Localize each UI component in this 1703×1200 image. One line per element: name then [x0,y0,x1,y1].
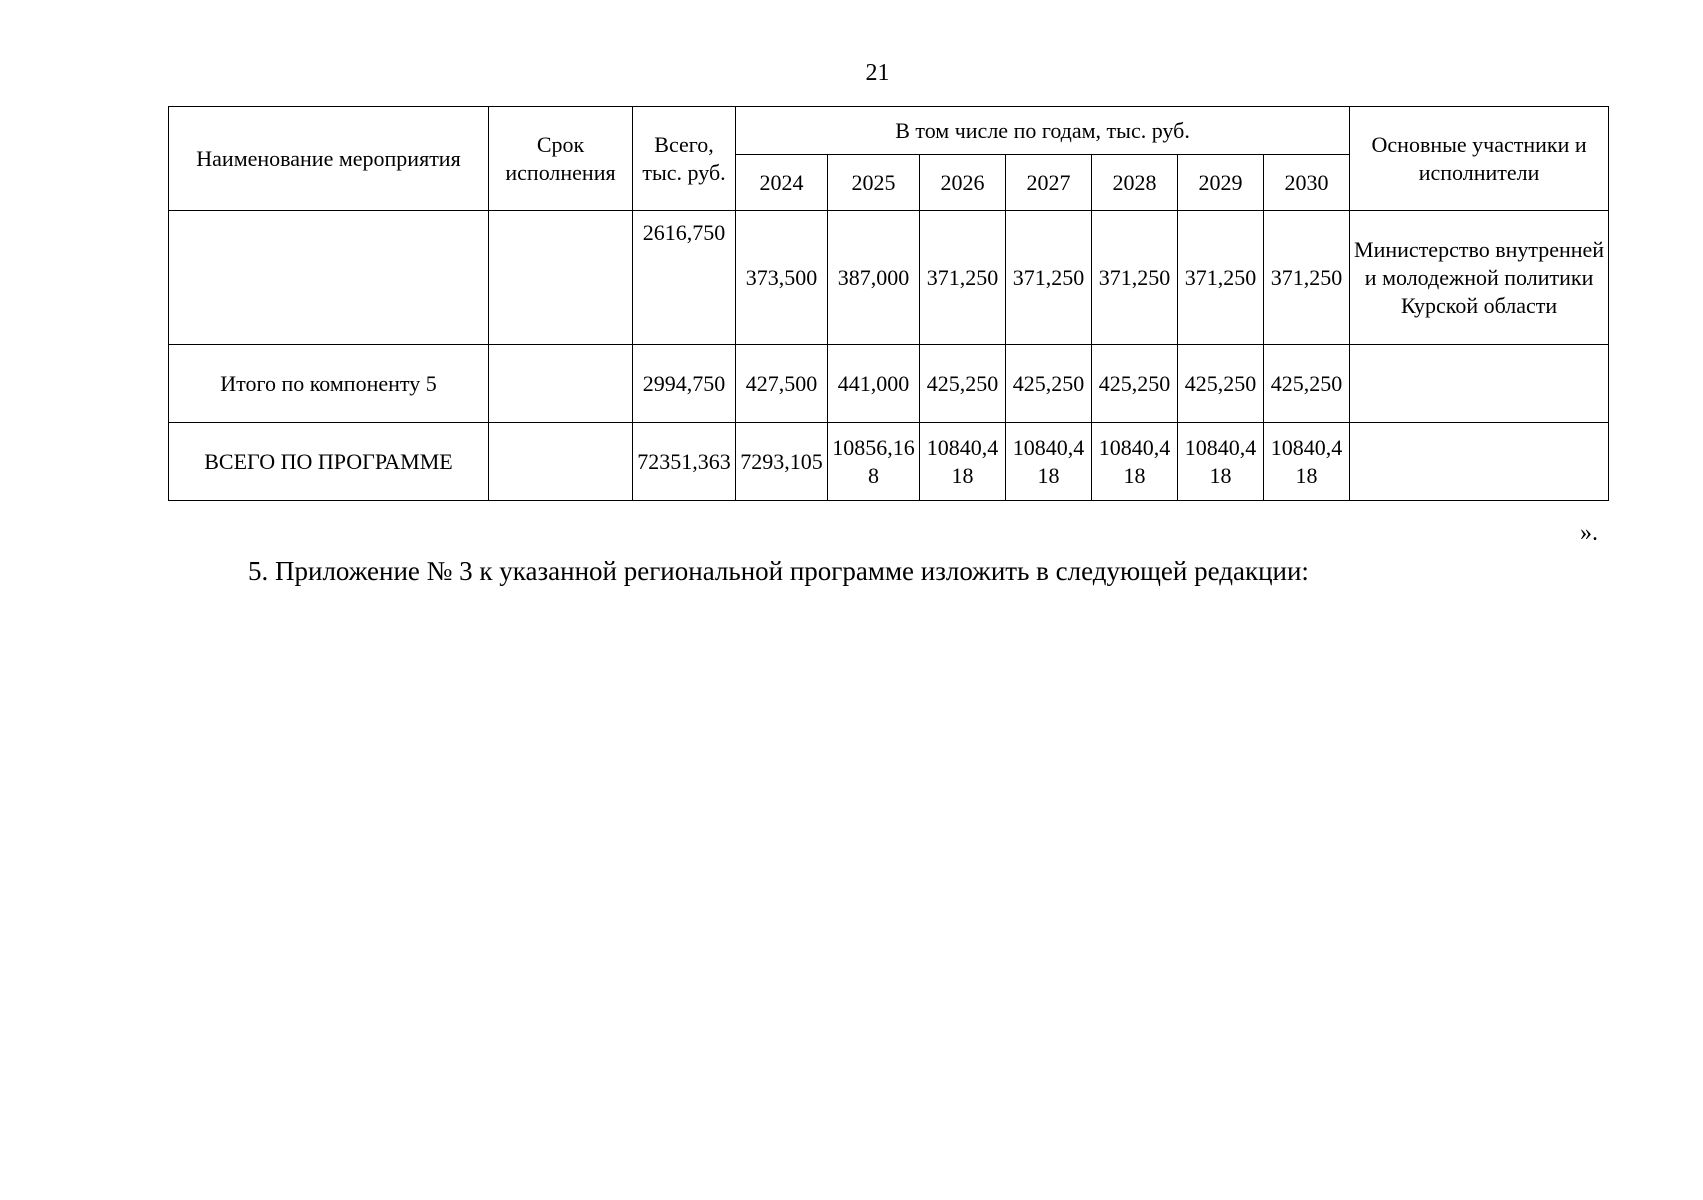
row-year-value: 371,250 [1178,211,1264,345]
row-total: 2616,750 [633,211,736,345]
row-year-value: 425,250 [1092,345,1178,423]
table-row [169,345,1609,423]
row-year-value: 441,000 [828,345,920,423]
amendment-paragraph: 5. Приложение № 3 к указанной региональной программе изложить в следующей редакции: [248,556,1309,586]
header-by-years: В том числе по годам, тыс. руб. [736,107,1350,155]
row-year-value: 371,250 [1092,211,1178,345]
row-year-value: 10840,418 [920,423,1006,501]
header-year: 2030 [1264,155,1350,211]
header-year: 2027 [1006,155,1092,211]
header-name: Наименование мероприятия [169,107,489,211]
row-total: 2994,750 [633,345,736,423]
header-term: Срок исполнения [489,107,633,211]
row-name: Итого по компоненту 5 [169,345,489,423]
row-name [169,211,489,345]
row-participants: Министерство внутренней и молодежной политики Курской области [1350,211,1609,345]
row-year-value: 10840,418 [1264,423,1350,501]
budget-table [168,106,1609,501]
table-row [169,211,1609,345]
row-year-value: 425,250 [1006,345,1092,423]
header-year: 2026 [920,155,1006,211]
row-name: ВСЕГО ПО ПРОГРАММЕ [169,423,489,501]
row-participants [1350,423,1609,501]
page-number: 21 [865,60,890,86]
row-term [489,423,633,501]
header-total: Всего, тыс. руб. [633,107,736,211]
header-year: 2029 [1178,155,1264,211]
row-year-value: 371,250 [1006,211,1092,345]
row-year-value: 10840,418 [1178,423,1264,501]
row-year-value: 387,000 [828,211,920,345]
row-year-value: 10840,418 [1006,423,1092,501]
header-year: 2028 [1092,155,1178,211]
row-year-value: 425,250 [920,345,1006,423]
header-year: 2024 [736,155,828,211]
row-term [489,211,633,345]
row-year-value: 425,250 [1178,345,1264,423]
row-year-value: 7293,105 [736,423,828,501]
closing-quote: ». [1580,520,1598,546]
row-participants [1350,345,1609,423]
row-total: 72351,363 [633,423,736,501]
header-year: 2025 [828,155,920,211]
row-year-value: 10840,418 [1092,423,1178,501]
table-row [169,423,1609,501]
row-year-value: 373,500 [736,211,828,345]
row-year-value: 425,250 [1264,345,1350,423]
header-participants: Основные участники и исполнители [1350,107,1609,211]
row-year-value: 371,250 [1264,211,1350,345]
row-year-value: 10856,168 [828,423,920,501]
row-term [489,345,633,423]
row-year-value: 371,250 [920,211,1006,345]
row-year-value: 427,500 [736,345,828,423]
